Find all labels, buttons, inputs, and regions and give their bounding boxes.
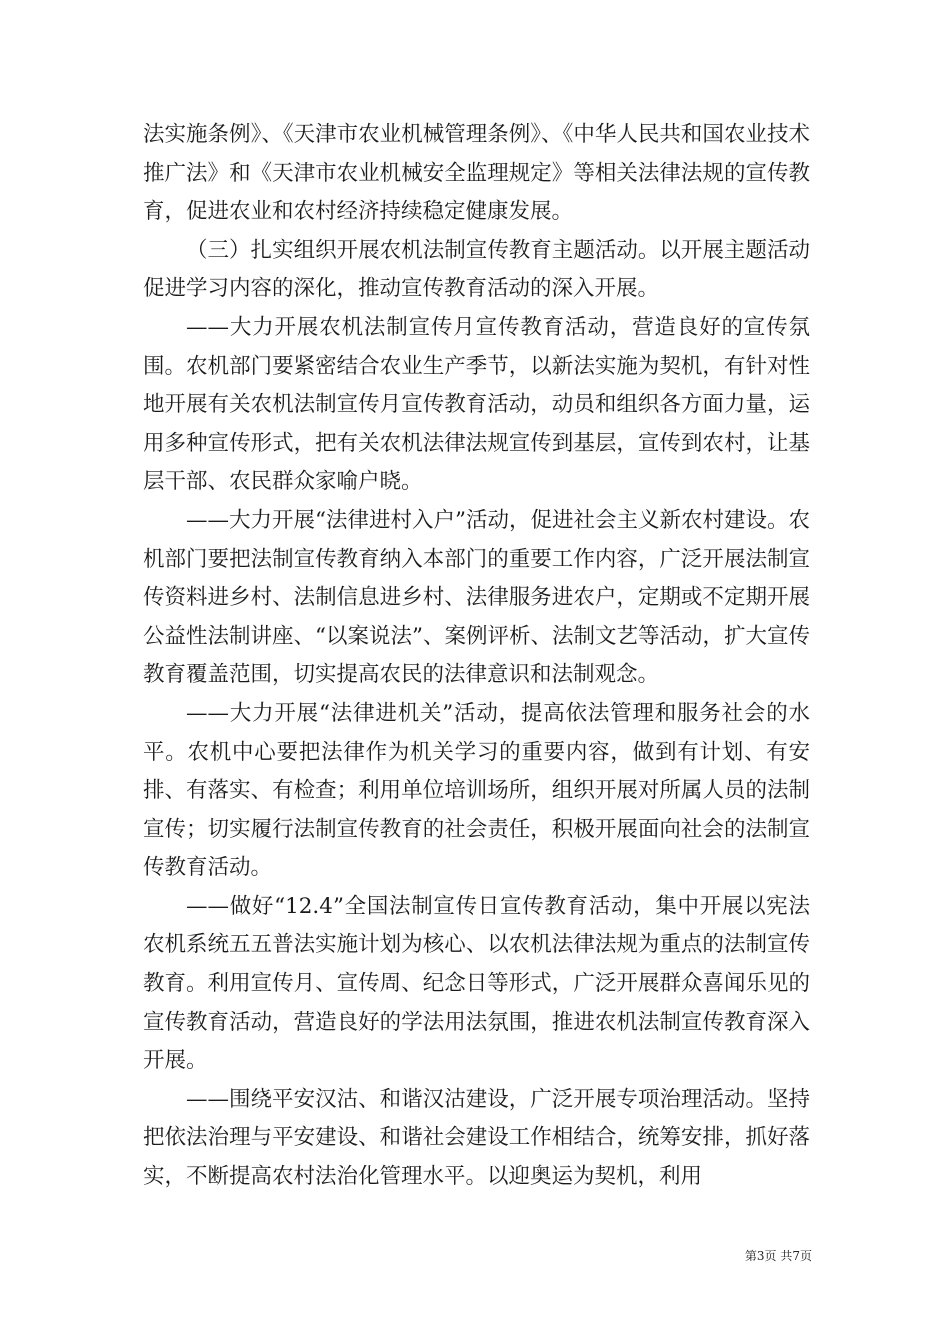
document-body [143,116,810,1197]
paragraph-publicity-month: ——大力开展农机法制宣传月宣传教育活动，营造良好的宣传氛围。农机部门要紧密结合农业生产季节，以新法实施为契机，有针对性地开展有关农机法制宣传月宣传教育活动，动员和组织各方面力量，运用多种宣传形式，把有关农机法律法规宣传到基层，宣传到农村，让基层干部、农民群众家喻户晓。 [143,314,810,495]
paragraph-law-into-agencies: ——大力开展“法律进机关”活动，提高依法管理和服务社会的水平。农机中心要把法律作为机关学习的重要内容，做到有计划、有安排、有落实、有检查；利用单位培训场所，组织开展对所属人员的法制宣传；切实履行法制宣传教育的社会责任，积极开展面向社会的法制宣传教育活动。 [143,700,810,881]
paragraph-legal-publicity-day: ——做好“12.4”全国法制宣传日宣传教育活动，集中开展以宪法农机系统五五普法实施计划为核心、以农机法律法规为重点的法制宣传教育。利用宣传月、宣传周、纪念日等形式，广泛开展群众喜闻乐见的宣传教育活动，营造良好的学法用法氛围，推进农机法制宣传教育深入开展。 [143,893,810,1074]
paragraph-special-governance: ——围绕平安汉沽、和谐汉沽建设，广泛开展专项治理活动。坚持把依法治理与平安建设、和谐社会建设工作相结合，统筹安排，抓好落实，不断提高农村法治化管理水平。以迎奥运为契机，利用 [143,1086,810,1190]
page-number-footer: 第3页 共7页 [744,1249,812,1263]
paragraph-section-three-heading: （三）扎实组织开展农机法制宣传教育主题活动。以开展主题活动促进学习内容的深化，推动宣传教育活动的深入开展。 [143,237,810,302]
paragraph-continuation: 法实施条例》、《天津市农业机械管理条例》、《中华人民共和国农业技术推广法》和《天津市农业机械安全监理规定》等相关法律法规的宣传教育，促进农业和农村经济持续稳定健康发展。 [143,122,810,225]
paragraph-law-into-villages: ——大力开展“法律进村入户”活动，促进社会主义新农村建设。农机部门要把法制宣传教育纳入本部门的重要工作内容，广泛开展法制宣传资料进乡村、法制信息进乡村、法律服务进农户，定期或不定期开展公益性法制讲座、“以案说法”、案例评析、法制文艺等活动，扩大宣传教育覆盖范围，切实提高农民的法律意识和法制观念。 [143,507,810,688]
